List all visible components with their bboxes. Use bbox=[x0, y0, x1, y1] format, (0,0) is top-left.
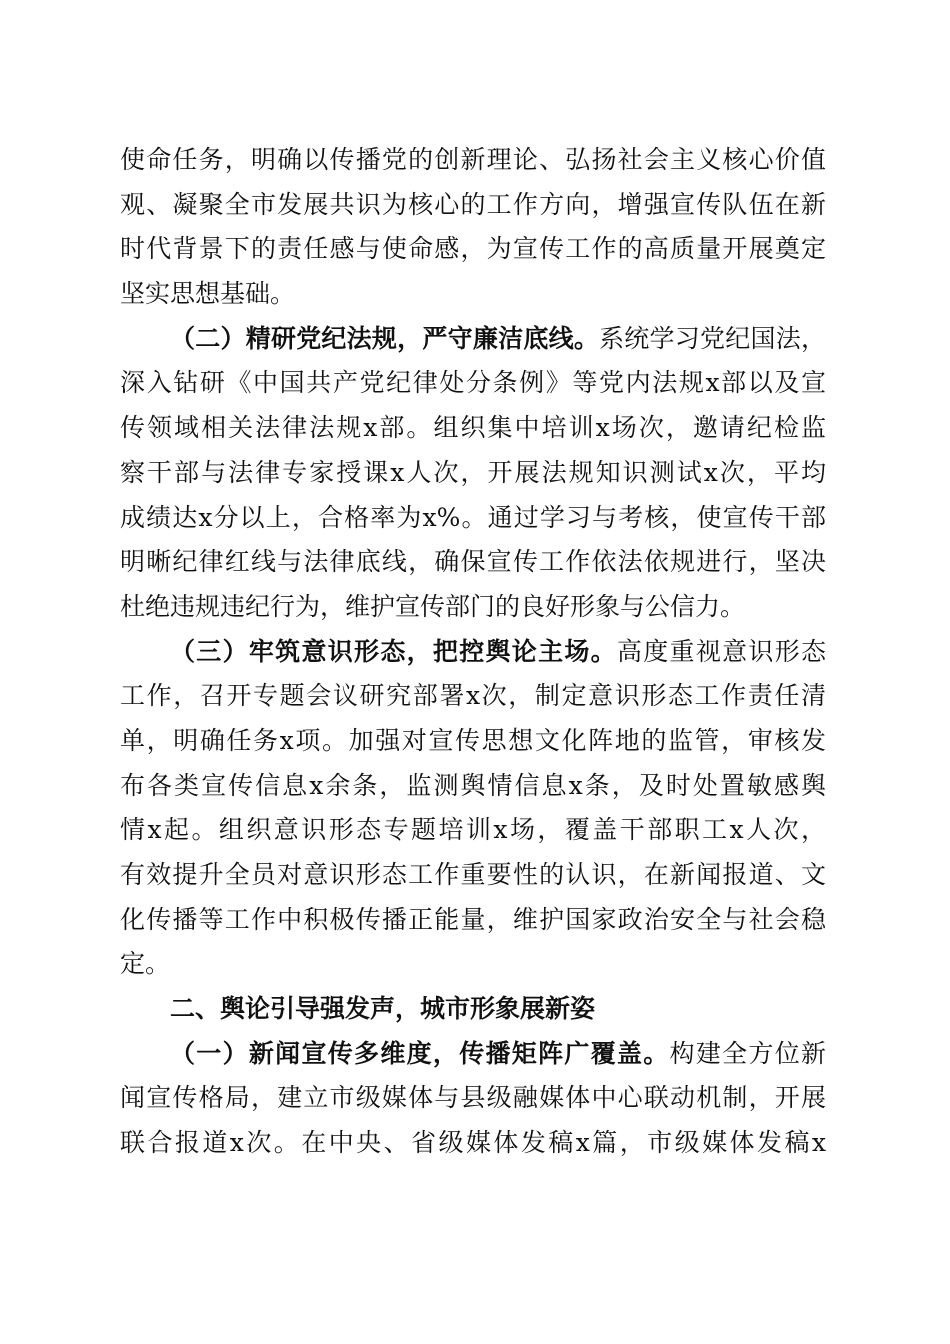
body-line: 有效提升全员对意识形态工作重要性的认识，在新闻报道、文 bbox=[120, 860, 826, 889]
body-line: 传领域相关法律法规x部。组织集中培训x场次，邀请纪检监 bbox=[120, 413, 826, 443]
body-text: 系统学习党纪国法， bbox=[599, 323, 826, 353]
body-line: 成绩达x分以上，合格率为x%。通过学习与考核，使宣传干部 bbox=[120, 502, 826, 532]
paragraph-first-line bbox=[120, 630, 826, 675]
body-line: 闻宣传格局，建立市级媒体与县级融媒体中心联动机制，开展 bbox=[120, 1083, 826, 1113]
paragraph-first-line bbox=[120, 1032, 826, 1077]
subsection-title: （三）牢筑意识形态，把控舆论主场。 bbox=[170, 636, 617, 666]
body-line: 深入钻研《中国共产党纪律处分条例》等党内法规x部以及宣 bbox=[120, 368, 826, 398]
body-line: 时代背景下的责任感与使命感，为宣传工作的高质量开展奠定 bbox=[120, 234, 826, 264]
document-page bbox=[120, 138, 826, 1166]
body-line: 联合报道x次。在中央、省级媒体发稿x篇，市级媒体发稿x bbox=[120, 1128, 826, 1158]
subsection-title: （二）精研党纪法规，严守廉洁底线。 bbox=[170, 323, 600, 353]
body-line: 使命任务，明确以传播党的创新理论、弘扬社会主义核心价值 bbox=[120, 145, 826, 174]
body-line: 明晰纪律红线与法律底线，确保宣传工作依法依规进行，坚决 bbox=[120, 547, 826, 577]
body-line: 杜绝违规违纪行为，维护宣传部门的良好形象与公信力。 bbox=[120, 591, 746, 621]
paragraph-first-line bbox=[120, 317, 826, 362]
body-line: 观、凝聚全市发展共识为核心的工作方向，增强宣传队伍在新 bbox=[120, 189, 826, 219]
subsection-title: （一）新闻宣传多维度，传播矩阵广覆盖。 bbox=[170, 1038, 670, 1068]
body-text: 高度重视意识形态 bbox=[616, 636, 826, 666]
body-line: 坚实思想基础。 bbox=[120, 279, 296, 309]
body-line: 情x起。组织意识形态专题培训x场，覆盖干部职工x人次， bbox=[120, 815, 826, 845]
body-line: 工作，召开专题会议研究部署x次，制定意识形态工作责任清 bbox=[120, 681, 826, 711]
section-heading: 二、舆论引导强发声，城市形象展新姿 bbox=[170, 994, 596, 1024]
body-line: 布各类宣传信息x余条，监测舆情信息x条，及时处置敏感舆 bbox=[120, 770, 826, 800]
body-line: 化传播等工作中积极传播正能量，维护国家政治安全与社会稳 bbox=[120, 904, 826, 934]
body-line: 察干部与法律专家授课x人次，开展法规知识测试x次，平均 bbox=[120, 457, 826, 487]
body-text: 构建全方位新 bbox=[669, 1038, 826, 1068]
body-line: 定。 bbox=[120, 949, 171, 979]
body-line: 单，明确任务x项。加强对宣传思想文化阵地的监管，审核发 bbox=[120, 725, 826, 755]
